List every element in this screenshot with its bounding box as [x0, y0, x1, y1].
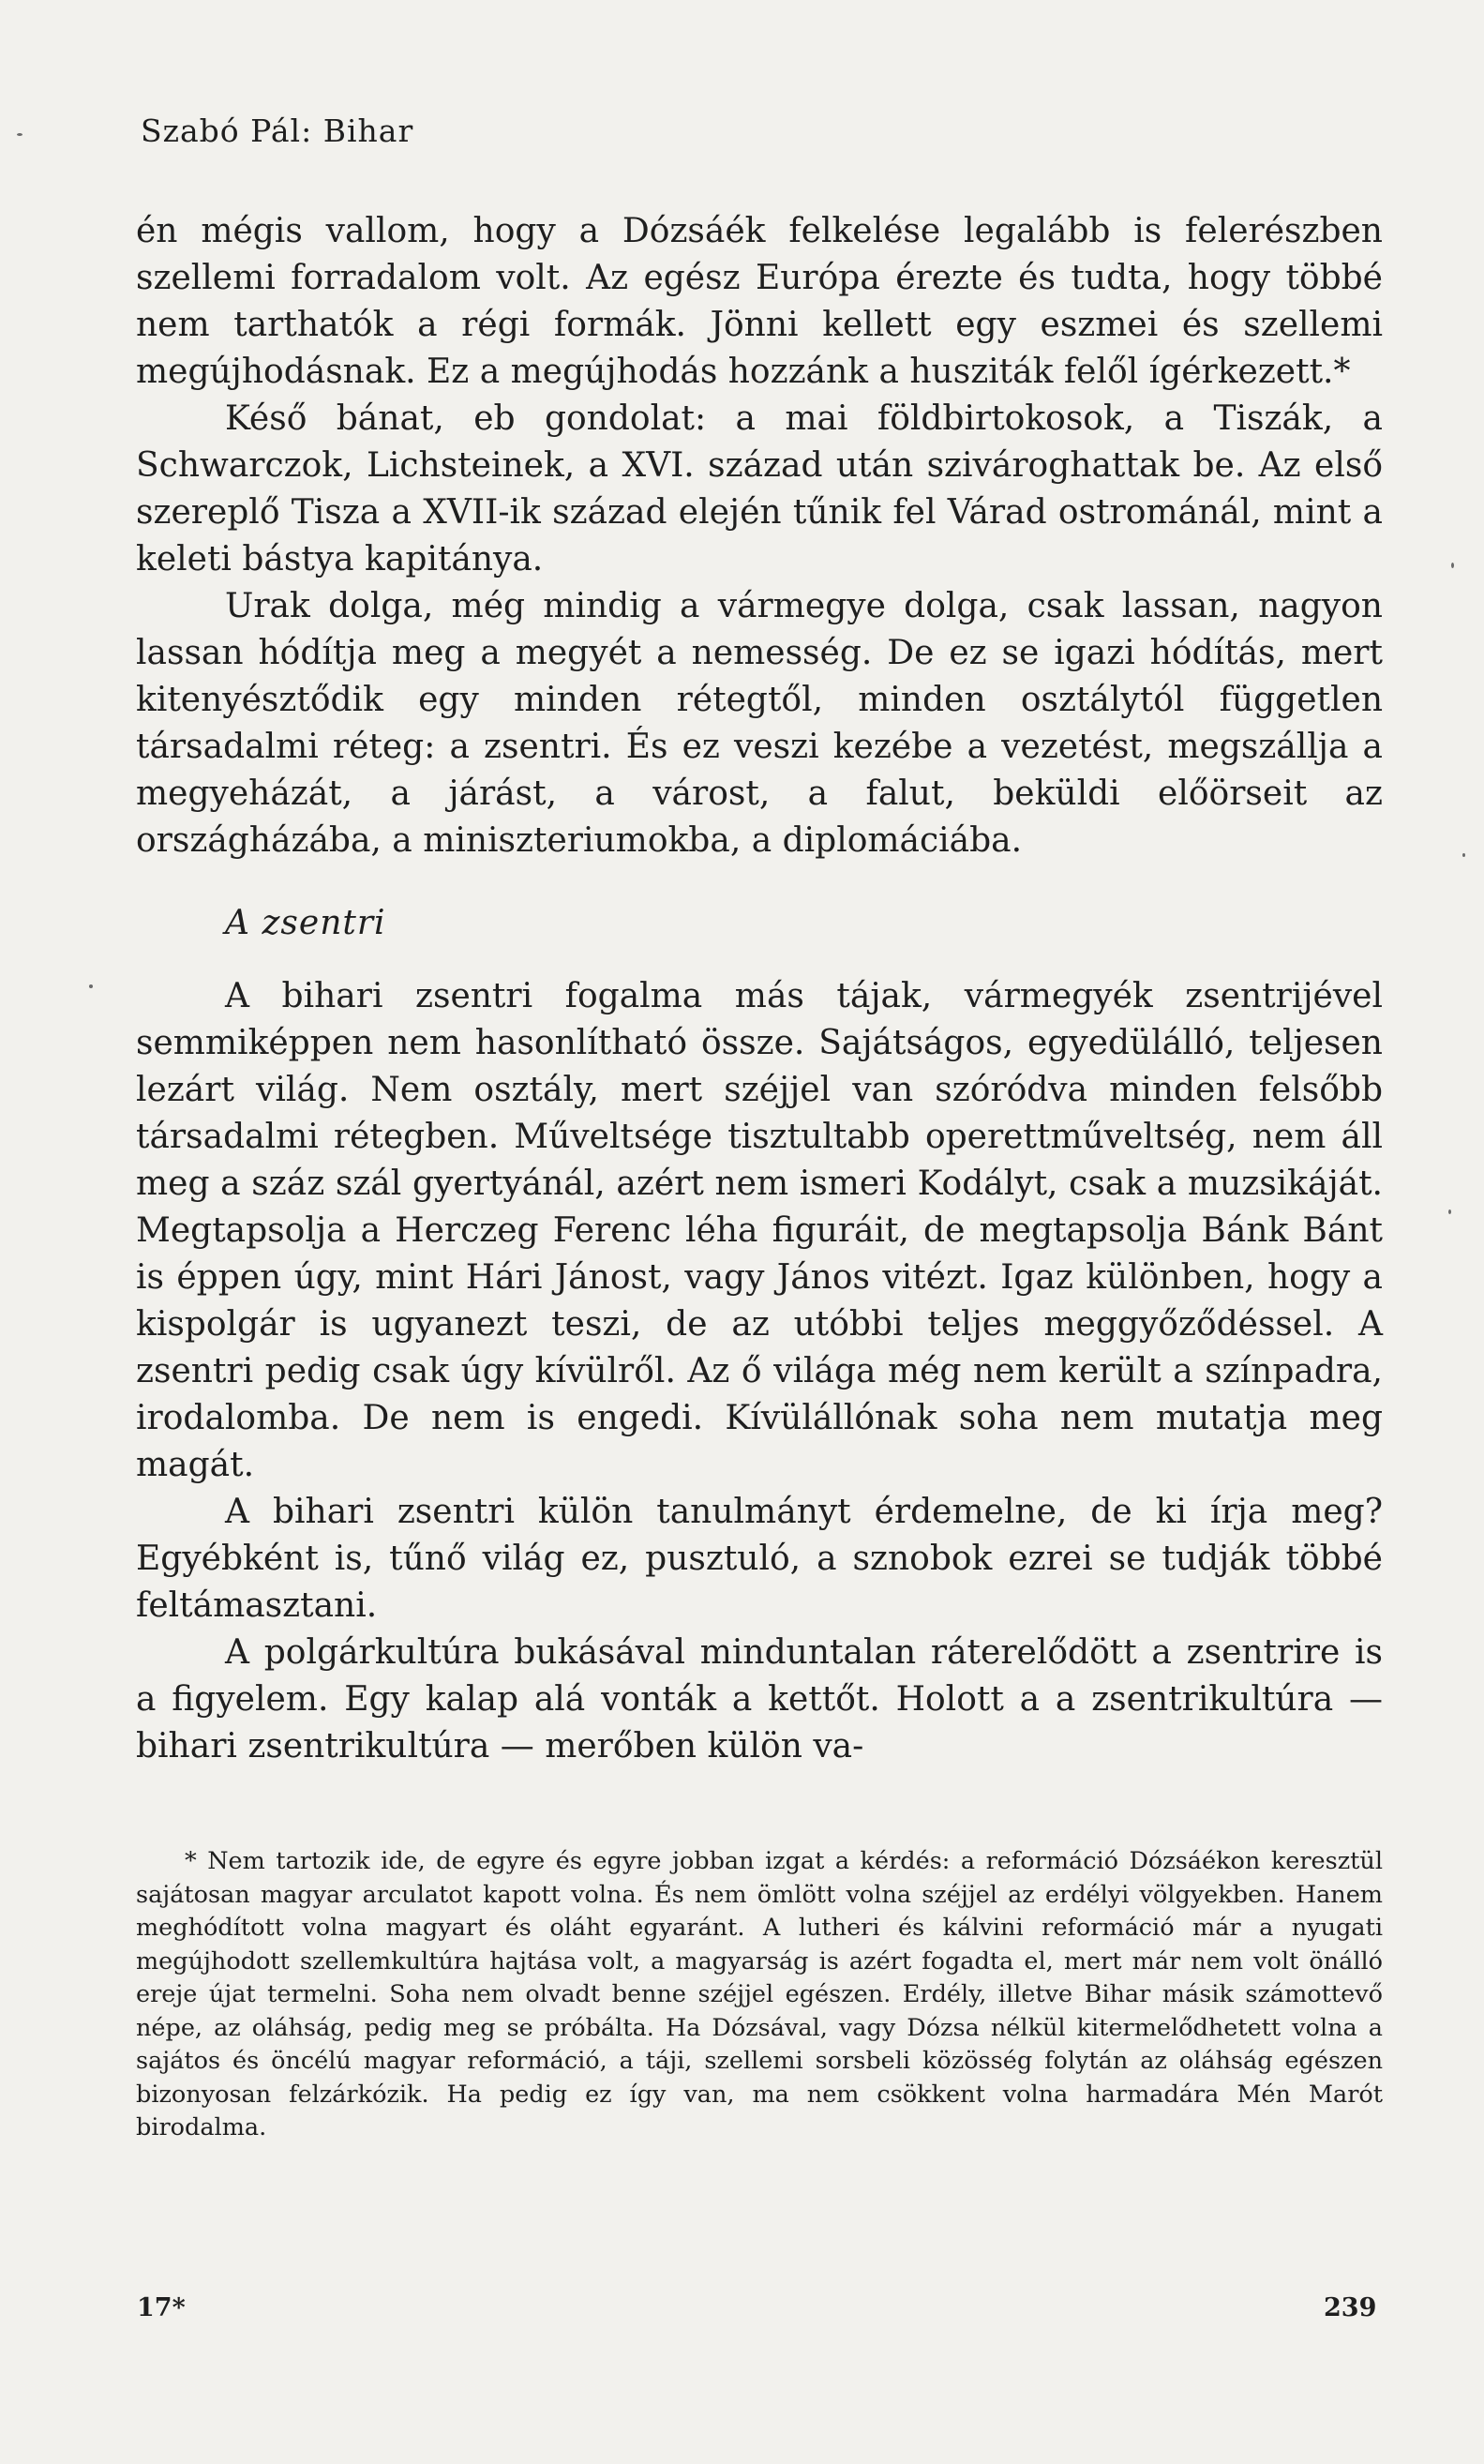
scan-speck: [1462, 853, 1465, 857]
scan-speck: [17, 133, 22, 136]
footnote: [136, 1845, 1383, 2145]
scan-speck: [89, 984, 93, 988]
paragraph-continued: én mégis vallom, hogy a Dózsáék felkelése legalább is felerészben szellemi forradalom volt. Az egész Európa érezte és tudta, hogy többé nem tarthatók a régi formák. Jönni kellett egy eszmei és szellemi megújhodásnak. Ez a megújhodás hozzánk a husziták felől ígérkezett.*: [136, 212, 1383, 391]
page-number: 239: [1324, 2293, 1377, 2322]
scan-speck: [1451, 563, 1454, 568]
running-head: Szabó Pál: Bihar: [141, 113, 414, 149]
paragraph: Késő bánat, eb gondolat: a mai földbirtokosok, a Tiszák, a Schwarczok, Lichsteinek, a XVI. század után szivároghattak be. Az első szereplő Tisza a XVII-ik század elején tűnik fel Várad ostrománál, mint a keleti bástya kapitánya.: [136, 399, 1383, 578]
scan-speck: [1448, 1209, 1451, 1214]
signature-mark: 17*: [137, 2293, 186, 2322]
footnote-text: * Nem tartozik ide, de egyre és egyre jobban izgat a kérdés: a reformáció Dózsáékon keresztül sajátosan magyar arculatot kapott volna. És nem ömlött volna széjjel az erdélyi völgyekben. Hanem meghódított volna magyart és oláht egyaránt. A lutheri és kálvini reformáció már a nyugati megújhodott szellemkultúra hajtása volt, a magyarság is azért fogadta el, mert már nem volt önálló ereje újat termelni. Soha nem olvadt benne széjjel egészen. Erdély, illetve Bihar másik számottevő népe, az oláhság, pedig meg se próbálta. Ha Dózsával, vagy Dózsa nélkül kitermelődhetett volna a sajátos és öncélú magyar reformáció, a táji, szellemi sorsbeli közösség folytán az oláhság egészen bizonyosan felzárkózik. Ha pedig ez így van, ma nem csökkent volna harmadára Mén Marót birodalma.: [136, 1847, 1383, 2141]
paragraph: Urak dolga, még mindig a vármegye dolga, csak lassan, nagyon lassan hódítja meg a megyét a nemesség. De ez se igazi hódítás, mert kitenyésztődik egy minden rétegtől, minden osztálytól független társadalmi réteg: a zsentri. És ez veszi kezébe a vezetést, megszállja a megyeházát, a járást, a várost, a falut, beküldi előörseit az országházába, a miniszteriumokba, a diplomáciába.: [136, 587, 1383, 860]
paragraph: A bihari zsentri fogalma más tájak, vármegyék zsentrijével semmiképpen nem hasonlítható össze. Sajátságos, egyedülálló, teljesen lezárt világ. Nem osztály, mert széjjel van szóródva minden felsőbb társadalmi rétegben. Műveltsége tisztultabb operettműveltség, nem áll meg a száz szál gyertyánál, azért nem ismeri Kodályt, csak a muzsikáját. Megtapsolja a Herczeg Ferenc léha figuráit, de megtapsolja Bánk Bánt is éppen úgy, mint Hári Jánost, vagy János vitézt. Igaz különben, hogy a kispolgár is ugyanezt teszi, de az utóbbi teljes meggyőződéssel. A zsentri pedig csak úgy kívülről. Az ő világa még nem került a színpadra, irodalomba. De nem is engedi. Kívülállónak soha nem mutatja meg magát.: [136, 977, 1383, 1484]
paragraph: A polgárkultúra bukásával minduntalan ráterelődött a zsentrire is a figyelem. Egy kalap alá vonták a kettőt. Holott a a zsentrikultúra — bihari zsentrikultúra — merőben külön va-: [136, 1633, 1383, 1765]
paragraph: A bihari zsentri külön tanulmányt érdemelne, de ki írja meg? Egyébként is, tűnő világ ez, pusztuló, a sznobok ezrei se tudják többé feltámasztani.: [136, 1493, 1383, 1625]
main-text: [136, 208, 1383, 1770]
section-title: A zsentri: [225, 904, 386, 942]
